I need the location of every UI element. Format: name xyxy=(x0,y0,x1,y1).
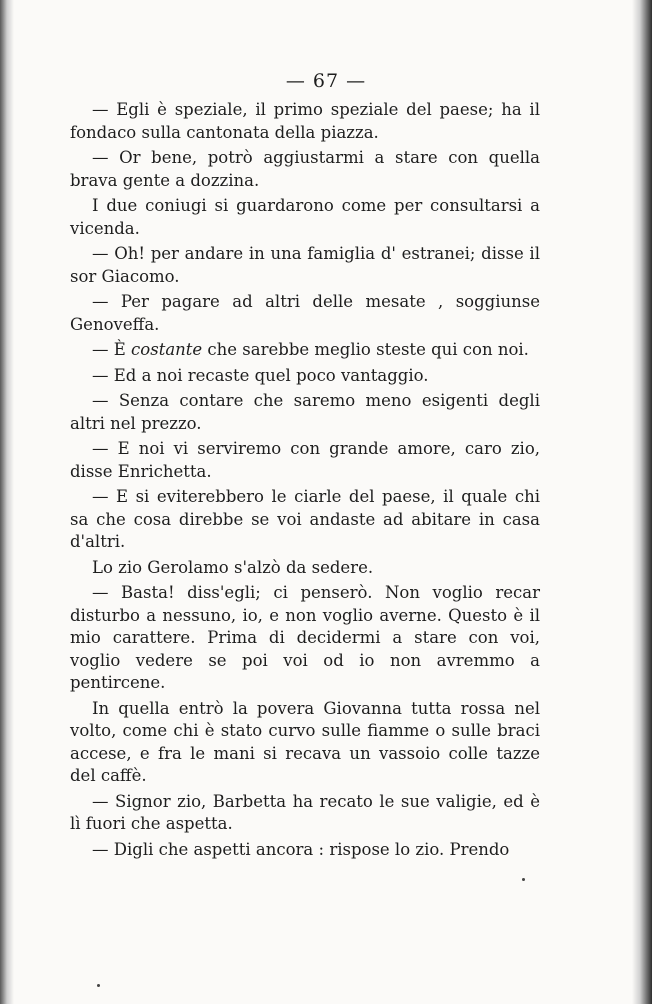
paragraph-4: — Oh! per andare in una famiglia d' estranei; disse il sor Giacomo. xyxy=(70,244,540,286)
ink-speck xyxy=(97,984,100,987)
paragraph-10: — E si eviterebbero le ciarle del paese, il quale chi sa che cosa direbbe se voi andaste ad abitare in casa d'altri. xyxy=(70,487,540,551)
paragraph-5: — Per pagare ad altri delle mesate , soggiunse Genoveffa. xyxy=(70,292,540,334)
paragraph-7: — Ed a noi recaste quel poco vantaggio. xyxy=(92,365,429,385)
right-page-edge-shadow xyxy=(632,0,652,1004)
paragraph-6: — È costante che sarebbe meglio steste qui con noi. xyxy=(92,340,529,359)
paragraph-12: — Basta! diss'egli; ci penserò. Non voglio recar disturbo a nessuno, io, e non voglio averne. Questo è il mio carattere. Prima di decidermi a stare con voi, voglio vedere se poi voi od io non avremmo a pentircene. xyxy=(70,583,540,692)
paragraph-11: Lo zio Gerolamo s'alzò da sedere. xyxy=(92,557,374,577)
paragraph-1: — Egli è speziale, il primo speziale del paese; ha il fondaco sulla cantonata della piazza. xyxy=(70,100,540,142)
ink-speck xyxy=(522,878,525,881)
paragraph-15: — Digli che aspetti ancora : rispose lo zio. Prendo xyxy=(92,839,510,859)
italic-word: costante xyxy=(131,340,203,359)
paragraph-14: — Signor zio, Barbetta ha recato le sue valigie, ed è lì fuori che aspetta. xyxy=(70,791,540,833)
paragraph-8: — Senza contare che saremo meno esigenti degli altri nel prezzo. xyxy=(70,391,540,433)
paragraph-13: In quella entrò la povera Giovanna tutta rossa nel volto, come chi è stato curvo sulle fiamme o sulle braci accese, e fra le mani si recava un vassoio colle tazze del caffè. xyxy=(70,698,540,785)
page-number: — 67 — xyxy=(285,70,367,92)
left-page-edge-shadow xyxy=(0,0,14,1004)
body-text xyxy=(70,99,540,864)
paragraph-3: I due coniugi si guardarono come per consultarsi a vicenda. xyxy=(70,196,540,238)
paragraph-2: — Or bene, potrò aggiustarmi a stare con quella brava gente a dozzina. xyxy=(70,148,540,190)
paragraph-9: — E noi vi serviremo con grande amore, caro zio, disse Enrichetta. xyxy=(70,439,540,481)
